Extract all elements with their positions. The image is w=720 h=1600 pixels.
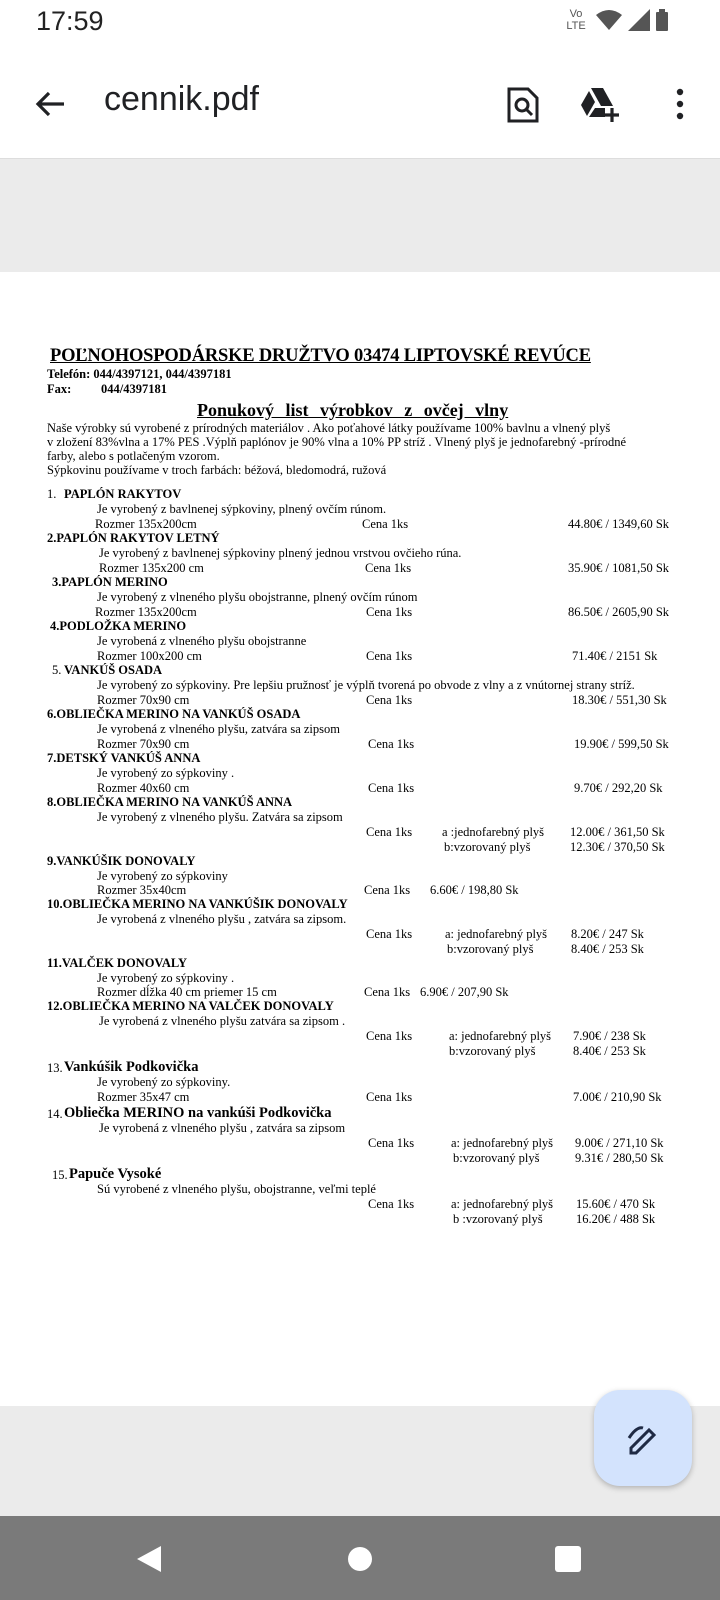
price-list-line: 10.OBLIEČKA MERINO NA VANKÚŠIK DONOVALY — [47, 897, 348, 911]
status-bar — [0, 0, 720, 50]
app-bar — [0, 50, 720, 159]
price-list-line: Cena 1ks — [368, 1136, 415, 1150]
price-list-line: Rozmer 35x47 cm — [97, 1090, 190, 1104]
price-list-line: 9.31€ / 280,50 Sk — [575, 1151, 664, 1165]
volte-icon: Vo LTE — [566, 8, 586, 32]
price-list-line: 3.PAPLÓN MERINO — [52, 575, 168, 589]
price-list-line: 8.40€ / 253 Sk — [571, 942, 644, 956]
price-list-line: Je vyrobená z vlneného plyšu, zatvára sa zipsom — [97, 722, 340, 736]
price-list-line: 2.PAPLÓN RAKYTOV LETNÝ — [47, 531, 220, 545]
recents-square-icon — [554, 1545, 582, 1573]
price-list-line: 15. — [52, 1168, 68, 1182]
price-list-line: Papuče Vysoké — [69, 1166, 162, 1182]
price-list-line: Sú vyrobené z vlneného plyšu, obojstranne, veľmi teplé — [97, 1182, 376, 1196]
price-list-line: b:vzorovaný plyš — [444, 840, 531, 854]
document-heading: Ponukový list výrobkov z ovčej vlny — [197, 400, 509, 420]
price-list-line: 12.OBLIEČKA MERINO NA VALČEK DONOVALY — [47, 999, 334, 1013]
home-circle-icon — [346, 1545, 374, 1573]
system-nav-bar — [0, 1516, 720, 1600]
phone-line: Telefón: 044/4397121, 044/4397181 — [47, 367, 232, 381]
price-list-line: Cena 1ks — [366, 927, 413, 941]
back-arrow-icon — [34, 88, 66, 120]
price-list-line: Rozmer 135x200cm — [95, 517, 197, 531]
wifi-icon — [596, 9, 622, 31]
price-list-line: b:vzorovaný plyš — [449, 1044, 536, 1058]
price-list-line: 86.50€ / 2605,90 Sk — [568, 605, 670, 619]
fax-label: Fax: — [47, 382, 72, 396]
price-list-line: 44.80€ / 1349,60 Sk — [568, 517, 670, 531]
price-list-line: 15.60€ / 470 Sk — [576, 1197, 656, 1211]
price-list-line: 6.90€ / 207,90 Sk — [420, 985, 509, 999]
price-list-line: 16.20€ / 488 Sk — [576, 1212, 656, 1226]
price-list-line: 5. — [52, 663, 62, 677]
price-list-line: VANKÚŠ OSADA — [64, 663, 163, 677]
price-list-line: 11.VALČEK DONOVALY — [47, 956, 188, 970]
price-list-line: b:vzorovaný plyš — [453, 1151, 540, 1165]
price-list-line: 6.60€ / 198,80 Sk — [430, 883, 519, 897]
signal-icon — [628, 9, 650, 31]
price-list-line: Je vyrobená z vlneného plyšu obojstranne — [97, 634, 307, 648]
price-list-line: b:vzorovaný plyš — [447, 942, 534, 956]
status-time: 17:59 — [36, 6, 104, 36]
price-list-line: 8.20€ / 247 Sk — [571, 927, 644, 941]
price-list-line: PAPLÓN RAKYTOV — [64, 487, 182, 501]
nav-recents-button[interactable] — [543, 1534, 593, 1584]
more-vert-icon — [675, 88, 685, 120]
price-list-line: Cena 1ks — [362, 517, 409, 531]
price-list-line: Obliečka MERINO na vankúši Podkovička — [64, 1105, 332, 1121]
price-list-line: 13. — [47, 1061, 63, 1075]
intro-line: v zložení 83%vlna a 17% PES .Výplň paplónov je 90% vlna a 10% PP stríž . Vlnený plyš je jednofarebný -prírodné — [47, 435, 627, 449]
price-list-line: 71.40€ / 2151 Sk — [572, 649, 658, 663]
price-list-line: 9.70€ / 292,20 Sk — [574, 781, 663, 795]
price-list-line: 4.PODLOŽKA MERINO — [50, 619, 187, 633]
price-list-line: Je vyrobený z bavlnenej sýpkoviny, plnený ovčím rúnom. — [97, 502, 387, 516]
price-list-line: Rozmer 35x40cm — [97, 883, 187, 897]
price-list-line: a: jednofarebný plyš — [449, 1029, 552, 1043]
price-list-line: Rozmer 70x90 cm — [97, 737, 190, 751]
price-list-line: Je vyrobená z vlneného plyšu zatvára sa zipsom . — [99, 1014, 346, 1028]
add-to-drive-icon — [577, 86, 619, 122]
price-list-line: Je vyrobená z vlneného plyšu , zatvára sa zipsom — [99, 1121, 346, 1135]
price-list-line: Cena 1ks — [365, 561, 412, 575]
price-list-line: b :vzorovaný plyš — [453, 1212, 543, 1226]
price-list-line: Je vyrobený z bavlnenej sýpkoviny plnený jednou vrstvou ovčieho rúna. — [99, 546, 462, 560]
price-list-line: a: jednofarebný plyš — [451, 1136, 554, 1150]
price-list-line: 18.30€ / 551,30 Sk — [572, 693, 667, 707]
nav-back-button[interactable] — [124, 1534, 174, 1584]
price-list-line: 8.40€ / 253 Sk — [573, 1044, 646, 1058]
pdf-page — [0, 272, 720, 1406]
price-list-line: 9.VANKÚŠIK DONOVALY — [47, 854, 196, 868]
edit-pen-icon — [623, 1418, 663, 1458]
price-list-line: a: jednofarebný plyš — [451, 1197, 554, 1211]
price-list-line: Cena 1ks — [368, 781, 415, 795]
price-list-line: Cena 1ks — [366, 693, 413, 707]
price-list-line: Cena 1ks — [364, 883, 411, 897]
price-list-line: 14. — [47, 1107, 63, 1121]
price-list-line: Cena 1ks — [366, 649, 413, 663]
price-list-line: Cena 1ks — [364, 985, 411, 999]
price-list-line: Rozmer 40x60 cm — [97, 781, 190, 795]
price-list-line: Je vyrobený z vlneného plyšu obojstranne, plnený ovčím rúnom — [97, 590, 418, 604]
price-list-line: Je vyrobený z vlneného plyšu. Zatvára sa zipsom — [97, 810, 343, 824]
price-list-line: Je vyrobený zo sýpkoviny. Pre lepšiu pružnosť je výplň tvorená po obvode z vlny a z vnútornej strany stríž. — [97, 678, 635, 692]
document-title: cennik.pdf — [104, 80, 259, 118]
price-list-line: 6.OBLIEČKA MERINO NA VANKÚŠ OSADA — [47, 707, 301, 721]
intro-line: farby, alebo s potlačeným vzorom. — [47, 449, 220, 463]
price-list-line: 7.DETSKÝ VANKÚŠ ANNA — [47, 751, 201, 765]
intro-line: Sýpkovinu používame v troch farbách: béžová, bledomodrá, ružová — [47, 463, 387, 477]
price-list-line: a: jednofarebný plyš — [445, 927, 548, 941]
price-list-line: Je vyrobený zo sýpkoviny — [97, 869, 228, 883]
price-list-line: Cena 1ks — [368, 737, 415, 751]
price-list-line: 35.90€ / 1081,50 Sk — [568, 561, 670, 575]
price-list-line: Cena 1ks — [366, 1090, 413, 1104]
price-list-line: Cena 1ks — [368, 1197, 415, 1211]
intro-line: Naše výrobky sú vyrobené z prírodných materiálov . Ako poťahové látky používame 100% bavlnu a vlnený plyš — [47, 421, 611, 435]
price-list-line: 12.00€ / 361,50 Sk — [570, 825, 665, 839]
price-list-line: Je vyrobený zo sýpkoviny. — [97, 1075, 231, 1089]
price-list-line: Je vyrobený zo sýpkoviny . — [97, 766, 235, 780]
price-list-line: Vankúšik Podkovička — [64, 1059, 199, 1075]
price-list-line: Rozmer dĺžka 40 cm priemer 15 cm — [97, 985, 277, 999]
price-list-line: Rozmer 135x200cm — [95, 605, 197, 619]
price-list-line: Rozmer 100x200 cm — [97, 649, 202, 663]
fax-number: 044/4397181 — [101, 382, 167, 396]
back-button[interactable] — [26, 80, 74, 128]
price-list-line: a :jednofarebný plyš — [442, 825, 545, 839]
price-list-line: 1. — [47, 487, 57, 501]
price-list-line: 12.30€ / 370,50 Sk — [570, 840, 665, 854]
price-list-line: 8.OBLIEČKA MERINO NA VANKÚŠ ANNA — [47, 795, 293, 809]
price-list-line: Cena 1ks — [366, 605, 413, 619]
nav-home-button[interactable] — [335, 1534, 385, 1584]
status-icons — [562, 8, 668, 32]
find-in-document-button[interactable] — [498, 80, 548, 130]
price-list-line: Cena 1ks — [366, 825, 413, 839]
search-document-icon — [506, 86, 540, 124]
price-list-line: 9.00€ / 271,10 Sk — [575, 1136, 664, 1150]
price-list-line: Rozmer 70x90 cm — [97, 693, 190, 707]
price-list-line: Rozmer 135x200 cm — [99, 561, 204, 575]
annotate-fab[interactable] — [594, 1390, 692, 1486]
price-list-line: 7.00€ / 210,90 Sk — [573, 1090, 662, 1104]
back-triangle-icon — [135, 1544, 163, 1574]
price-list-line: 7.90€ / 238 Sk — [573, 1029, 646, 1043]
price-list-line: Je vyrobená z vlneného plyšu , zatvára sa zipsom. — [97, 912, 347, 926]
add-to-drive-button[interactable] — [574, 80, 622, 128]
price-list-line: Je vyrobený zo sýpkoviny . — [97, 971, 235, 985]
more-options-button[interactable] — [656, 80, 704, 128]
price-list-line: 19.90€ / 599,50 Sk — [574, 737, 669, 751]
price-list-line: Cena 1ks — [366, 1029, 413, 1043]
company-name: POĽNOHOSPODÁRSKE DRUŽTVO 03474 LIPTOVSKÉ REVÚCE — [50, 346, 591, 366]
battery-icon — [656, 9, 668, 31]
